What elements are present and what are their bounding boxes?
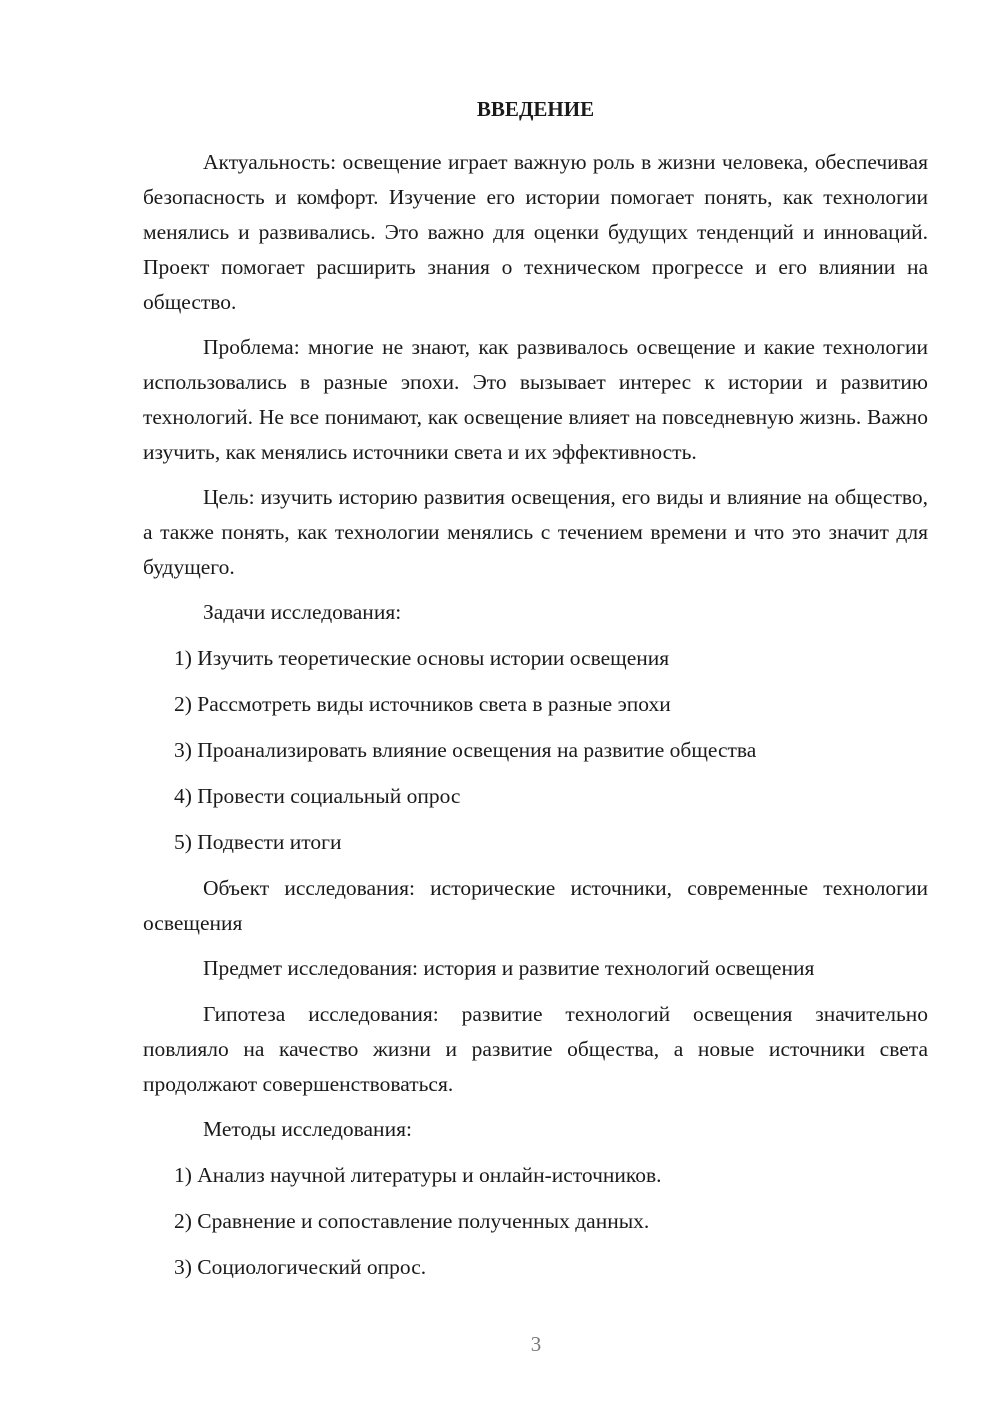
object-paragraph: Объект исследования: исторические источники, современные технологии освещения — [143, 876, 928, 935]
tasks-heading: Задачи исследования: — [203, 600, 402, 624]
relevance-paragraph: Актуальность: освещение играет важную роль в жизни человека, обеспечивая безопасность и комфорт. Изучение его истории помогает понять, как технологии менялись и развивались. Это важно для оценки будущих тенденций и инноваций. Проект помогает расширить знания о техническом прогрессе и его влиянии на общество. — [143, 150, 928, 314]
task-item: 1) Изучить теоретические основы истории освещения — [174, 646, 670, 670]
method-item: 3) Социологический опрос. — [174, 1255, 427, 1279]
method-item: 2) Сравнение и сопоставление полученных данных. — [174, 1209, 650, 1233]
subject-paragraph: Предмет исследования: история и развитие технологий освещения — [203, 956, 815, 980]
problem-paragraph: Проблема: многие не знают, как развивалось освещение и какие технологии использовались в разные эпохи. Это вызывает интерес к истории и развитию технологий. Не все понимают, как освещение влияет на повседневную жизнь. Важно изучить, как менялись источники света и их эффективность. — [143, 335, 928, 464]
page-number: 3 — [530, 1332, 542, 1356]
methods-list — [143, 1158, 928, 1285]
task-item: 4) Провести социальный опрос — [174, 784, 461, 808]
document-page — [143, 92, 928, 1296]
hypothesis-paragraph: Гипотеза исследования: развитие технологий освещения значительно повлияло на качество жизни и развитие общества, а новые источники света продолжают совершенствоваться. — [143, 1002, 928, 1096]
task-item: 5) Подвести итоги — [174, 830, 342, 854]
methods-heading: Методы исследования: — [203, 1117, 412, 1141]
task-item: 2) Рассмотреть виды источников света в разные эпохи — [174, 692, 671, 716]
method-item: 1) Анализ научной литературы и онлайн-источников. — [174, 1163, 662, 1187]
task-item: 3) Проанализировать влияние освещения на развитие общества — [174, 738, 757, 762]
tasks-list — [143, 641, 928, 860]
document-title: ВВЕДЕНИЕ — [476, 97, 595, 121]
goal-paragraph: Цель: изучить историю развития освещения, его виды и влияние на общество, а также понять, как технологии менялись с течением времени и что это значит для будущего. — [143, 485, 928, 579]
